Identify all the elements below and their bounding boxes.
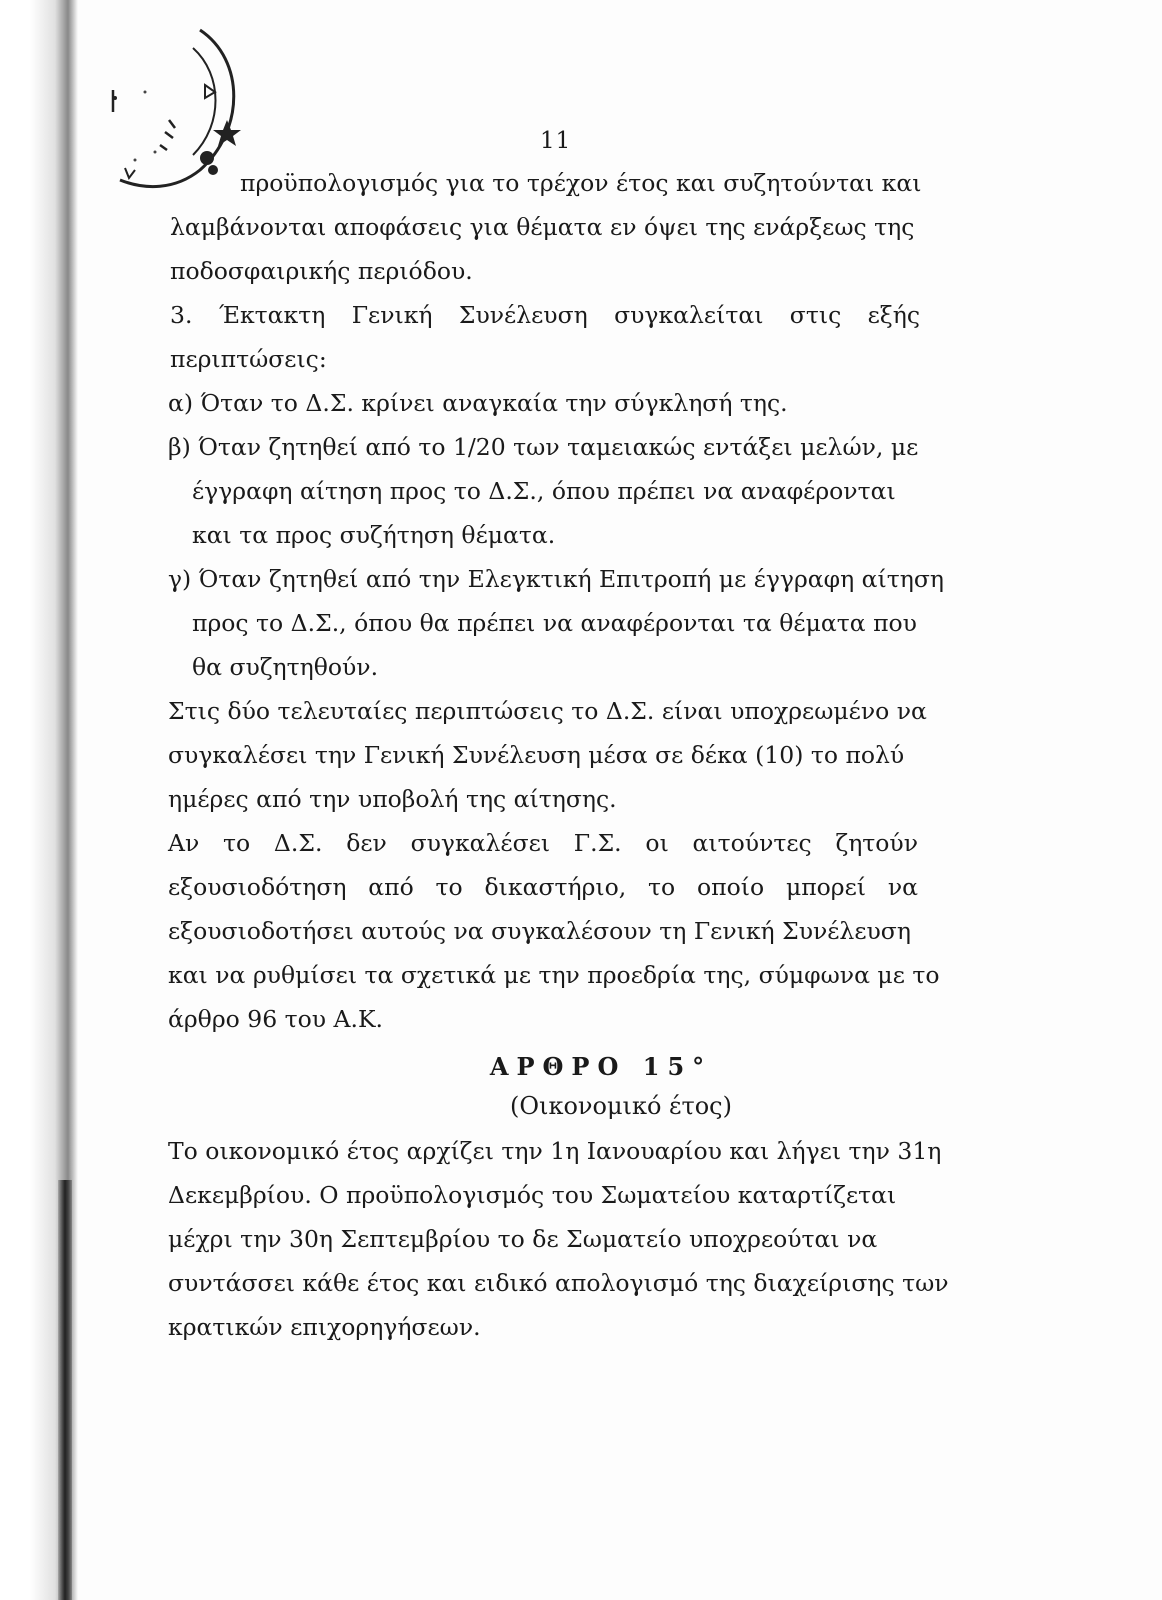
text-line: προϋπολογισμός για το τρέχον έτος και συζητούνται και	[240, 169, 922, 197]
text-line: και τα προς συζήτηση θέματα.	[192, 521, 556, 549]
text-line: ημέρες από την υποβολή της αίτησης.	[168, 785, 617, 813]
text-line: περιπτώσεις:	[170, 345, 327, 373]
text-line: κρατικών επιχορηγήσεων.	[168, 1313, 481, 1341]
text-line: εξουσιοδότηση από το δικαστήριο, το οποίο μπορεί να	[168, 873, 918, 901]
text-line: Το οικονομικό έτος αρχίζει την 1η Ιανουαρίου και λήγει την 31η	[168, 1137, 942, 1165]
text-line: 3. Έκτακτη Γενική Συνέλευση συγκαλείται στις εξής	[170, 301, 920, 329]
stamp-seal	[105, 20, 255, 200]
text-line: έγγραφη αίτηση προς το Δ.Σ., όπου πρέπει να αναφέρονται	[192, 477, 896, 505]
text-line: Στις δύο τελευταίες περιπτώσεις το Δ.Σ. είναι υποχρεωμένο να	[168, 697, 927, 725]
list-item-b: β) Όταν ζητηθεί από το 1/20 των ταμειακώς εντάξει μελών, με	[168, 433, 919, 461]
text-line: συγκαλέσει την Γενική Συνέλευση μέσα σε δέκα (10) το πολύ	[168, 741, 905, 769]
text-line: Δεκεμβρίου. Ο προϋπολογισμός του Σωματείου καταρτίζεται	[168, 1181, 897, 1209]
text-line: ποδοσφαιρικής περιόδου.	[170, 257, 473, 285]
list-item-c: γ) Όταν ζητηθεί από την Ελεγκτική Επιτροπή με έγγραφη αίτηση	[168, 565, 944, 593]
text-line: προς το Δ.Σ., όπου θα πρέπει να αναφέρονται τα θέματα που	[192, 609, 917, 637]
list-item-a: α) Όταν το Δ.Σ. κρίνει αναγκαία την σύγκλησή της.	[168, 389, 788, 417]
article-title: ΑΡΘΡΟ 15°	[489, 1052, 713, 1081]
text-line: άρθρο 96 του Α.Κ.	[168, 1005, 384, 1033]
text-line: μέχρι την 30η Σεπτεμβρίου το δε Σωματείο υποχρεούται να	[168, 1225, 878, 1253]
text-line: συντάσσει κάθε έτος και ειδικό απολογισμό της διαχείρισης των	[168, 1269, 949, 1297]
scan-edge-bar	[58, 1180, 72, 1600]
text-line: Αν το Δ.Σ. δεν συγκαλέσει Γ.Σ. οι αιτούντες ζητούν	[168, 829, 918, 857]
text-line: λαμβάνονται αποφάσεις για θέματα εν όψει της ενάρξεως της	[170, 213, 915, 241]
text-line: θα συζητηθούν.	[192, 653, 379, 681]
text-line: εξουσιοδοτήσει αυτούς να συγκαλέσουν τη Γενική Συνέλευση	[168, 917, 911, 945]
text-line: και να ρυθμίσει τα σχετικά με την προεδρία της, σύμφωνα με το	[168, 961, 940, 989]
page-number: 11	[540, 128, 572, 154]
article-subtitle: (Οικονομικό έτος)	[510, 1092, 732, 1120]
